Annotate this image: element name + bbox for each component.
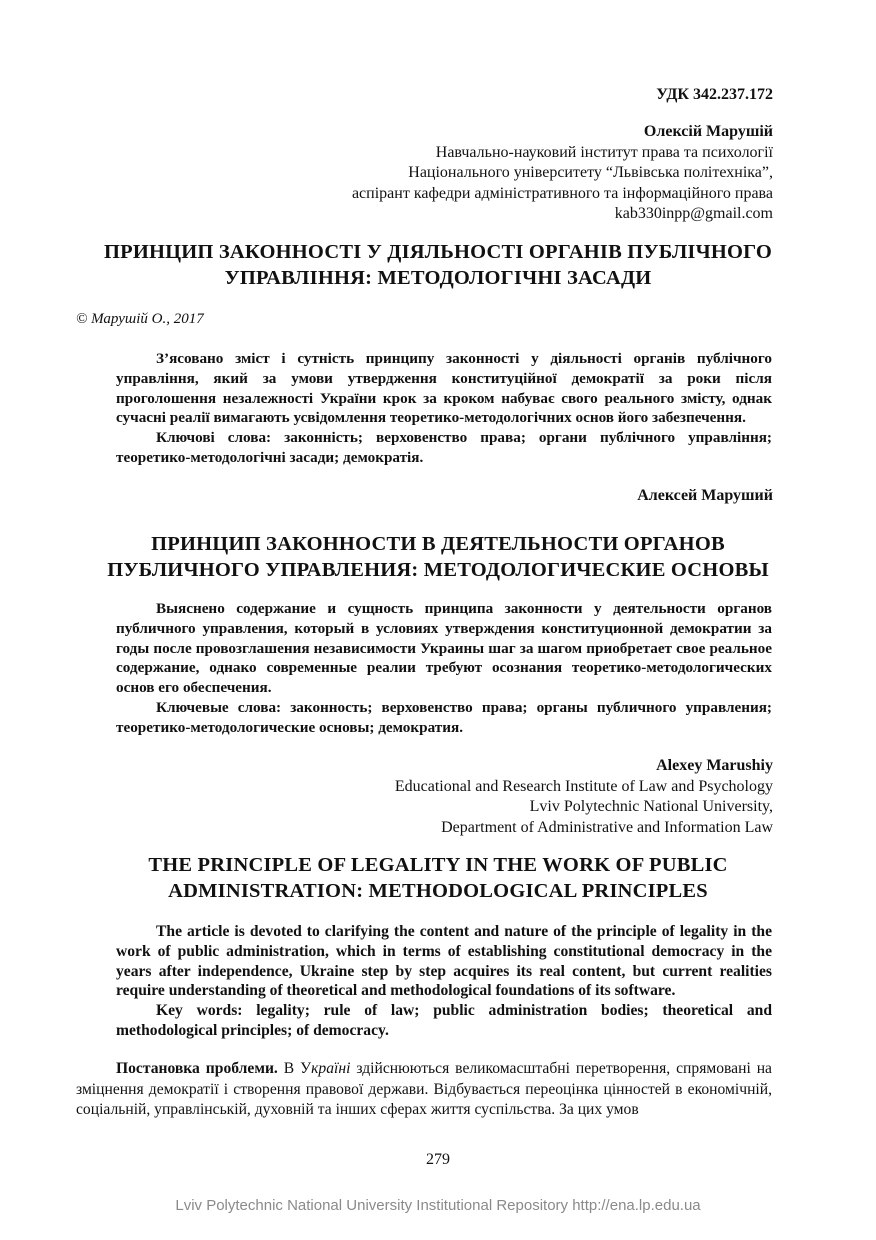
body-text-part: В У <box>277 1060 312 1077</box>
keywords: Ключевые слова: законность; верховенство права; органы публичного управления; теоретико-методологические основы; демократия. <box>116 698 772 736</box>
title-line: УПРАВЛІННЯ: МЕТОДОЛОГІЧНІ ЗАСАДИ <box>224 267 652 289</box>
copyright-note: © Марушій О., 2017 <box>76 311 204 327</box>
author-email: kab330inpp@gmail.com <box>614 205 773 223</box>
title-en <box>0 852 876 904</box>
affiliation-line: Department of Administrative and Information Law <box>441 818 773 836</box>
affiliation-line: Lviv Polytechnic National University, <box>529 798 773 816</box>
title-uk <box>0 239 876 291</box>
title-line: ПРИНЦИП ЗАКОННОСТІ У ДІЯЛЬНОСТІ ОРГАНІВ ПУБЛІЧНОГО <box>103 241 773 263</box>
author-name-en: Alexey Marushiy <box>656 757 773 774</box>
keywords: Ключові слова: законність; верховенство права; органи публічного управління; теоретико-методологічні засади; демократія. <box>116 429 772 466</box>
body-text-part: здійснюються великомасштабні перетворення, спрямовані на зміцнення демократії і створення правової держави. Відбувається переоцінка цінностей в економічній, соціальній, управлінській, духовній та інших сферах життя суспільства. За цих умов <box>76 1060 772 1118</box>
title-line: ПУБЛИЧНОГО УПРАВЛЕНИЯ: МЕТОДОЛОГИЧЕСКИЕ ОСНОВЫ <box>107 559 769 581</box>
affiliation-line: аспірант кафедри адміністративного та інформаційного права <box>351 184 773 202</box>
keywords: Key words: legality; rule of law; public administration bodies; theoretical and methodological principles; of democracy. <box>116 1002 772 1039</box>
intro-paragraph <box>76 1059 772 1121</box>
title-line: ADMINISTRATION: METHODOLOGICAL PRINCIPLES <box>168 880 708 902</box>
section-lead: Постановка проблеми. <box>116 1060 278 1077</box>
abstract-uk <box>116 349 772 468</box>
affiliation-line: Educational and Research Institute of Law and Psychology <box>394 778 773 795</box>
page-number: 279 <box>426 1151 450 1168</box>
abstract-text: The article is devoted to clarifying the content and nature of the principle of legality in the work of public administration, which in terms of establishing constitutional democracy in the years after independence, Ukraine step by step acquires its real content, but current realities require understanding of theoretical and methodological foundations of its software. <box>116 923 772 1000</box>
repository-footer: Lviv Polytechnic National University Institutional Repository http://ena.lp.edu.ua <box>175 1197 701 1214</box>
abstract-ru <box>116 599 772 738</box>
title-ru <box>0 531 876 583</box>
udc-code: УДК 342.237.172 <box>656 86 773 103</box>
affiliation-line: Національного університету “Львівська політехніка”, <box>408 164 773 182</box>
abstract-en <box>116 922 772 1041</box>
abstract-text: Выяснено содержание и сущность принципа законности у деятельности органов публичного управления, который в условиях утверждения конституционной демократии за годы после провозглашения независимости Украины шаг за шагом приобретает свое реальное содержание, однако современные реалии требуют осознания теоретико-методологических основ его обеспечения. <box>116 600 772 697</box>
author-name-uk: Олексій Марушій <box>643 123 773 140</box>
body-text-italic: країні <box>311 1060 351 1077</box>
affiliation-uk <box>352 143 773 225</box>
body-paragraph <box>76 1059 772 1121</box>
abstract-text: З’ясовано зміст і сутність принципу законності у діяльності органів публічного управління, який за умови утвердження конституційної демократії за роки після проголошення незалежності України крок за кроком набуває свого реального змісту, однак сучасні реалії вимагають усвідомлення теоретико-методологічних основ його забезпечення. <box>116 350 772 427</box>
affiliation-line: Навчально-науковий інститут права та психології <box>435 144 773 161</box>
title-line: THE PRINCIPLE OF LEGALITY IN THE WORK OF PUBLIC <box>148 854 728 876</box>
title-line: ПРИНЦИП ЗАКОННОСТИ В ДЕЯТЕЛЬНОСТИ ОРГАНОВ <box>151 533 725 555</box>
author-name-ru: Алексей Маруший <box>637 487 773 504</box>
affiliation-en <box>395 777 773 838</box>
